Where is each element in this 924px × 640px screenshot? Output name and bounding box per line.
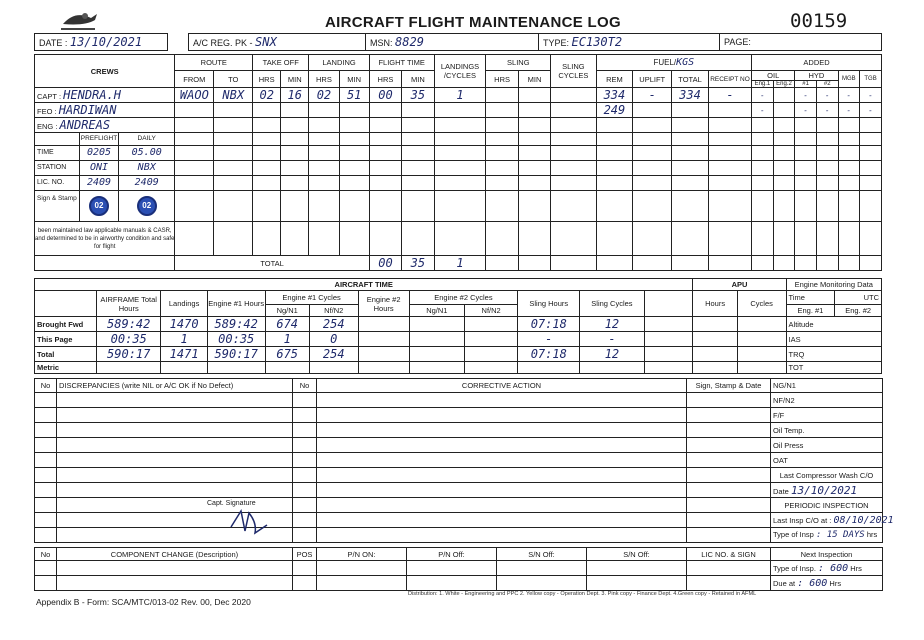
wash-date-label: Date bbox=[773, 486, 789, 496]
hyd-2-header: #2 bbox=[823, 81, 831, 87]
msn-value[interactable]: 8829 bbox=[395, 35, 424, 49]
total-landings[interactable]: 1 bbox=[434, 256, 486, 271]
disc-no-header: No bbox=[35, 379, 57, 393]
row1-mgb[interactable]: - bbox=[838, 88, 860, 103]
row1-oil1[interactable]: - bbox=[752, 88, 774, 103]
param-oat: OAT bbox=[771, 453, 883, 468]
comp-no-header: No bbox=[35, 548, 57, 561]
oil-header: OIL bbox=[752, 71, 794, 81]
row2-hyd1[interactable]: - bbox=[795, 103, 817, 118]
row1-ft-hrs[interactable]: 00 bbox=[369, 88, 401, 103]
sling-cycles-col-header: Sling Cycles bbox=[580, 291, 644, 317]
form-number: 00159 bbox=[790, 10, 848, 32]
row2-tgb[interactable]: - bbox=[860, 103, 882, 118]
sign-label: Sign & Stamp bbox=[35, 191, 80, 221]
next-type-value[interactable]: : 600 bbox=[818, 562, 849, 574]
landings-col-header: Landings bbox=[161, 291, 208, 317]
row1-ld-min[interactable]: 51 bbox=[339, 88, 369, 103]
param-ng: NG/N1 bbox=[771, 379, 883, 393]
form-reference: Appendix B - Form: SCA/MTC/013-02 Rev. 00, Dec 2020 bbox=[36, 597, 251, 607]
date-value[interactable]: 13/10/2021 bbox=[69, 35, 143, 49]
fuel-header: FUEL/ bbox=[653, 58, 677, 67]
param-nf: NF/N2 bbox=[771, 393, 883, 408]
row1-to-hrs[interactable]: 02 bbox=[253, 88, 281, 103]
captain-signature bbox=[227, 505, 287, 539]
fo-label: FEO : bbox=[37, 107, 57, 116]
daily-header: DAILY bbox=[137, 135, 156, 142]
takeoff-header: TAKE OFF bbox=[253, 55, 309, 71]
last-insp-label: Last Insp C/O at : bbox=[773, 515, 832, 525]
aircraft-time-header: AIRCRAFT TIME bbox=[35, 279, 693, 291]
row2-mgb[interactable]: - bbox=[838, 103, 860, 118]
airframe-header: AIRFRAME Total Hours bbox=[97, 291, 161, 317]
sl-min-header: MIN bbox=[518, 71, 550, 88]
eng1-nf-header: Nf/N2 bbox=[309, 305, 358, 317]
last-insp-value[interactable]: 08/10/2021 bbox=[833, 514, 894, 526]
emd-header: Engine Monitoring Data bbox=[786, 279, 881, 291]
due-at-unit: Hrs bbox=[829, 578, 842, 588]
sl-hrs-header: HRS bbox=[486, 71, 518, 88]
eng-label: ENG : bbox=[37, 122, 58, 131]
row1-receipt[interactable]: - bbox=[708, 88, 751, 103]
row1-landings[interactable]: 1 bbox=[434, 88, 486, 103]
stamp-daily: 02 bbox=[137, 196, 157, 216]
capt-label: CAPT : bbox=[37, 92, 62, 101]
capt-signature-label: Capt. Signature bbox=[207, 500, 256, 507]
emd-time-label: Time bbox=[786, 291, 835, 305]
eng1-hours-header: Engine #1 Hours bbox=[207, 291, 265, 317]
total-ft-min[interactable]: 35 bbox=[402, 256, 434, 271]
type-insp-label: Type of Insp bbox=[773, 530, 814, 539]
row2-rem[interactable]: 249 bbox=[596, 103, 633, 118]
from-header: FROM bbox=[175, 71, 214, 88]
next-inspection-label: Next Inspection bbox=[771, 548, 883, 561]
total-label: TOTAL bbox=[175, 256, 369, 271]
row1-rem[interactable]: 334 bbox=[596, 88, 633, 103]
bf-airframe[interactable]: 589:42 bbox=[97, 317, 161, 332]
eng2-ng-header: Ng/N1 bbox=[409, 305, 464, 317]
bf-nf[interactable]: 254 bbox=[309, 317, 358, 332]
row1-to[interactable]: NBX bbox=[214, 88, 253, 103]
time-label: TIME bbox=[35, 146, 80, 160]
acreg-value[interactable]: SNX bbox=[255, 35, 277, 49]
pn-off-header: P/N Off: bbox=[407, 548, 497, 561]
eng2-hours-header: Engine #2 Hours bbox=[358, 291, 409, 317]
added-header: ADDED bbox=[752, 55, 882, 71]
sling-hours-header: Sling Hours bbox=[518, 291, 580, 317]
mgb-header: MGB bbox=[838, 71, 860, 88]
apu-cycles-header: Cycles bbox=[737, 291, 786, 317]
param-ias: IAS bbox=[786, 332, 881, 347]
header-row bbox=[34, 33, 882, 51]
row1-hyd2[interactable]: - bbox=[816, 88, 838, 103]
compressor-wash-label: Last Compressor Wash C/O bbox=[771, 468, 883, 483]
tp-sling-hours[interactable]: - bbox=[518, 332, 580, 347]
stamp-preflight: 02 bbox=[89, 196, 109, 216]
lic-preflight[interactable]: 2409 bbox=[80, 176, 119, 190]
discrepancy-table bbox=[34, 378, 894, 543]
certification-text: been maintained law applicable manuals & CASR, and determined to be in airworthy condition and safe for flight bbox=[35, 222, 175, 256]
bf-ng[interactable]: 674 bbox=[265, 317, 309, 332]
emd-utc-label: UTC bbox=[835, 291, 882, 305]
due-at-label: Due at bbox=[773, 578, 796, 588]
form-title: AIRCRAFT FLIGHT MAINTENANCE LOG bbox=[325, 14, 621, 31]
uplift-header: UPLIFT bbox=[633, 71, 672, 88]
row1-from[interactable]: WAOO bbox=[175, 88, 214, 103]
bf-sling-hours[interactable]: 07:18 bbox=[518, 317, 580, 332]
tot-ng[interactable]: 675 bbox=[265, 347, 309, 362]
row1-uplift[interactable]: - bbox=[633, 88, 672, 103]
param-oil-press: Oil Press bbox=[771, 438, 883, 453]
receipt-header: RECEIPT NO bbox=[708, 71, 751, 88]
tp-eng1[interactable]: 00:35 bbox=[207, 332, 265, 347]
pn-on-header: P/N ON: bbox=[317, 548, 407, 561]
wash-date-value[interactable]: 13/10/2021 bbox=[790, 483, 858, 497]
metric-label: Metric bbox=[35, 362, 97, 374]
eng1-cycles-header: Engine #1 Cycles bbox=[265, 291, 358, 305]
comp-desc-header: COMPONENT CHANGE (Description) bbox=[57, 548, 293, 561]
msn-label: MSN: bbox=[370, 38, 393, 48]
corrective-header: CORRECTIVE ACTION bbox=[317, 379, 687, 393]
tot-airframe[interactable]: 590:17 bbox=[97, 347, 161, 362]
bf-landings[interactable]: 1470 bbox=[161, 317, 208, 332]
time-preflight[interactable]: 0205 bbox=[80, 146, 119, 160]
landings-header: LANDINGS /CYCLES bbox=[434, 55, 486, 88]
eng2-cycles-header: Engine #2 Cycles bbox=[409, 291, 518, 305]
disc-header: DISCREPANCIES (write NIL or A/C OK if No Defect) bbox=[57, 379, 293, 393]
total-ft-hrs[interactable]: 00 bbox=[369, 256, 401, 271]
row1-hyd1[interactable]: - bbox=[795, 88, 817, 103]
rem-header: REM bbox=[596, 71, 633, 88]
station-label: STATION bbox=[35, 161, 80, 175]
row1-ld-hrs[interactable]: 02 bbox=[309, 88, 339, 103]
param-trq: TRQ bbox=[786, 347, 881, 362]
apu-header: APU bbox=[693, 279, 786, 291]
brought-fwd-label: Brought Fwd bbox=[35, 317, 97, 332]
tp-landings[interactable]: 1 bbox=[161, 332, 208, 347]
preflight-header: PREFLIGHT bbox=[80, 133, 119, 145]
total-header: TOTAL bbox=[672, 71, 709, 88]
page-label: PAGE: bbox=[724, 37, 751, 47]
tp-airframe[interactable]: 00:35 bbox=[97, 332, 161, 347]
station-preflight[interactable]: ONI bbox=[80, 161, 119, 175]
row2-hyd2[interactable]: - bbox=[816, 103, 838, 118]
apu-hours-header: Hours bbox=[693, 291, 737, 317]
to-min-header: MIN bbox=[281, 71, 309, 88]
type-insp-value[interactable]: : 15 DAYS bbox=[815, 530, 865, 540]
eng-name[interactable]: ANDREAS bbox=[59, 118, 111, 132]
lic-label: LIC. NO. bbox=[35, 176, 80, 190]
param-altitude: Altitude bbox=[786, 317, 881, 332]
row1-total[interactable]: 334 bbox=[672, 88, 709, 103]
total-row-label: Total bbox=[35, 347, 97, 362]
capt-name[interactable]: HENDRA.H bbox=[63, 88, 121, 102]
lic-sign-header: LIC NO. & SIGN bbox=[687, 548, 771, 561]
landing-header: LANDING bbox=[309, 55, 369, 71]
ft-min-header: MIN bbox=[402, 71, 434, 88]
tot-eng1[interactable]: 590:17 bbox=[207, 347, 265, 362]
row1-to-min[interactable]: 16 bbox=[281, 88, 309, 103]
param-tot: TOT bbox=[786, 362, 881, 374]
due-at-value[interactable]: : 600 bbox=[797, 577, 828, 589]
row2-oil1[interactable]: - bbox=[752, 103, 774, 118]
comp-pos-header: POS bbox=[293, 548, 317, 561]
oil-eng2-header: Eng.2 bbox=[776, 81, 792, 87]
lic-daily[interactable]: 2409 bbox=[134, 177, 159, 188]
tgb-header: TGB bbox=[860, 71, 882, 88]
sn-off2-header: S/N Off: bbox=[587, 548, 687, 561]
flighttime-header: FLIGHT TIME bbox=[369, 55, 434, 71]
next-type-label: Type of Insp. bbox=[773, 563, 816, 573]
disc-no2-header: No bbox=[293, 379, 317, 393]
acreg-label: A/C REG. PK - bbox=[193, 38, 253, 48]
company-logo bbox=[55, 6, 115, 36]
fuel-unit: KGS bbox=[676, 57, 695, 68]
date-label: DATE : bbox=[39, 38, 68, 48]
ld-hrs-header: HRS bbox=[309, 71, 339, 88]
type-label: TYPE: bbox=[543, 38, 570, 48]
aircraft-time-table bbox=[34, 278, 882, 374]
to-header: TO bbox=[214, 71, 253, 88]
emd-eng1-header: Eng. #1 bbox=[786, 305, 835, 317]
oil-eng1-header: Eng.1 bbox=[752, 81, 774, 87]
station-daily[interactable]: NBX bbox=[137, 162, 156, 173]
next-type-unit: Hrs bbox=[850, 563, 862, 573]
fo-name[interactable]: HARDIWAN bbox=[58, 103, 117, 117]
sign-stamp-header: Sign, Stamp & Date bbox=[687, 379, 771, 393]
hyd-1-header: #1 bbox=[795, 81, 817, 87]
route-header: ROUTE bbox=[175, 55, 253, 71]
distribution-note: Distribution: 1. White - Engineering and PPC 2. Yellow copy - Operation Dept. 3. Pink copy - Finance Dept. 4.Green copy - Retained in AFML bbox=[408, 591, 757, 597]
type-value[interactable]: EC130T2 bbox=[571, 35, 623, 49]
periodic-inspection-label: PERIODIC INSPECTION bbox=[771, 498, 883, 513]
this-page-label: This Page bbox=[35, 332, 97, 347]
to-hrs-header: HRS bbox=[253, 71, 281, 88]
sling-cycles-header: SLING CYCLES bbox=[551, 55, 596, 88]
hyd-header: HYD bbox=[795, 71, 837, 81]
tot-landings[interactable]: 1471 bbox=[161, 347, 208, 362]
sn-off-header: S/N Off: bbox=[497, 548, 587, 561]
bf-sling-cycles[interactable]: 12 bbox=[580, 317, 644, 332]
tot-nf[interactable]: 254 bbox=[309, 347, 358, 362]
param-ff: F/F bbox=[771, 408, 883, 423]
emd-eng2-header: Eng. #2 bbox=[835, 305, 882, 317]
row1-ft-min[interactable]: 35 bbox=[402, 88, 434, 103]
type-insp-unit: hrs bbox=[866, 530, 878, 539]
tot-sling-hours[interactable]: 07:18 bbox=[518, 347, 580, 362]
tot-sling-cycles[interactable]: 12 bbox=[580, 347, 644, 362]
sling-header: SLING bbox=[486, 55, 551, 71]
tp-ng[interactable]: 1 bbox=[265, 332, 309, 347]
time-daily[interactable]: 05.00 bbox=[131, 147, 162, 158]
component-change-table bbox=[34, 547, 883, 591]
flight-table bbox=[34, 54, 882, 271]
bf-eng1[interactable]: 589:42 bbox=[207, 317, 265, 332]
ft-hrs-header: HRS bbox=[369, 71, 401, 88]
eng1-ng-header: Ng/N1 bbox=[265, 305, 309, 317]
tp-sling-cycles[interactable]: - bbox=[580, 332, 644, 347]
crews-header: CREWS bbox=[35, 55, 175, 88]
row1-tgb[interactable]: - bbox=[860, 88, 882, 103]
tp-nf[interactable]: 0 bbox=[309, 332, 358, 347]
eng2-nf-header: Nf/N2 bbox=[465, 305, 518, 317]
param-oil-temp: Oil Temp. bbox=[771, 423, 883, 438]
ld-min-header: MIN bbox=[339, 71, 369, 88]
